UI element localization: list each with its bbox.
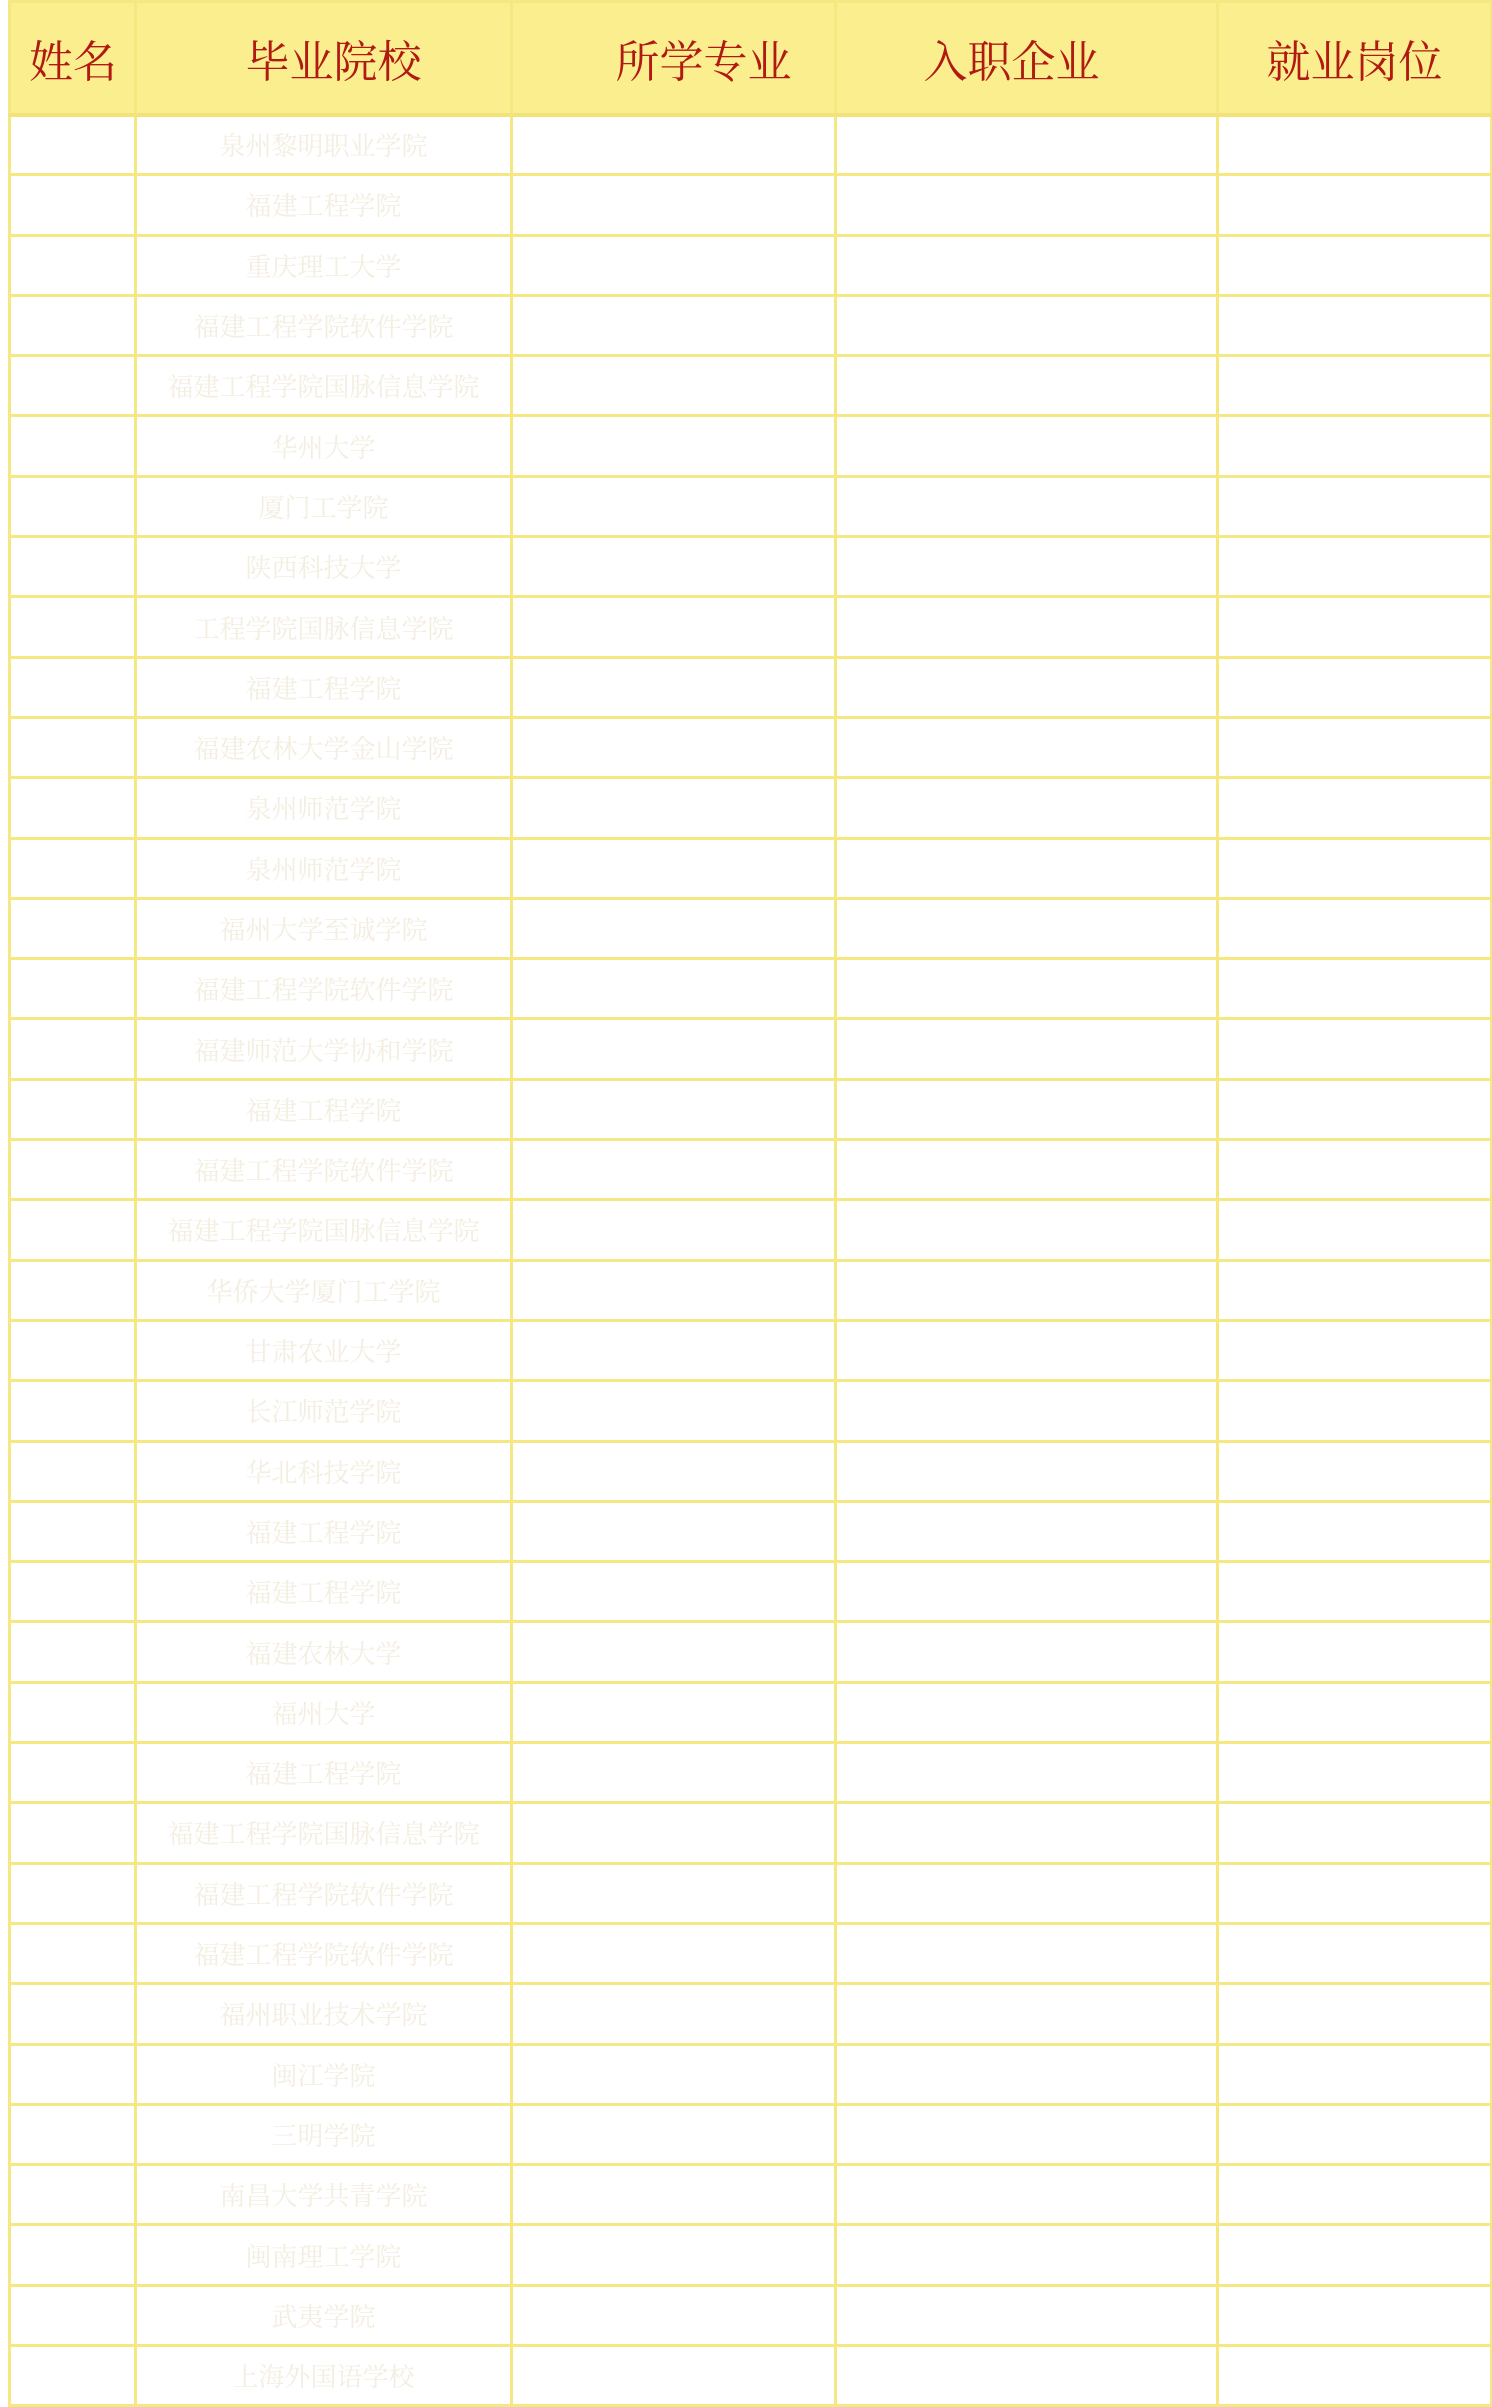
cell-school: 泉州师范学院: [136, 838, 512, 898]
cell-name: [10, 1562, 136, 1622]
cell-major: [512, 1984, 836, 2044]
table-row: [10, 1260, 1492, 1320]
cell-major: [512, 115, 836, 175]
cell-company: [836, 1622, 1218, 1682]
cell-school: 福建农林大学金山学院: [136, 717, 512, 777]
cell-major: [512, 898, 836, 958]
table-row: [10, 1562, 1492, 1622]
cell-company: [836, 778, 1218, 838]
cell-school: 三明学院: [136, 2104, 512, 2164]
cell-major: [512, 2225, 836, 2285]
cell-position: [1218, 235, 1492, 295]
cell-school: 福州职业技术学院: [136, 1984, 512, 2044]
table-row: [10, 1803, 1492, 1863]
cell-major: [512, 657, 836, 717]
cell-company: [836, 1260, 1218, 1320]
cell-company: [836, 1441, 1218, 1501]
cell-name: [10, 1140, 136, 1200]
table-row: [10, 1200, 1492, 1260]
cell-name: [10, 1984, 136, 2044]
cell-major: [512, 959, 836, 1019]
cell-company: [836, 1803, 1218, 1863]
cell-position: [1218, 1260, 1492, 1320]
table-row: [10, 898, 1492, 958]
cell-name: [10, 1682, 136, 1742]
cell-name: [10, 1019, 136, 1079]
cell-position: [1218, 1923, 1492, 1983]
table-row: [10, 2044, 1492, 2104]
cell-name: [10, 115, 136, 175]
cell-name: [10, 2104, 136, 2164]
cell-position: [1218, 2225, 1492, 2285]
cell-position: [1218, 597, 1492, 657]
cell-company: [836, 2104, 1218, 2164]
cell-company: [836, 1501, 1218, 1561]
header-company: 入职企业: [836, 2, 1218, 115]
cell-position: [1218, 1803, 1492, 1863]
table-row: [10, 597, 1492, 657]
cell-name: [10, 1320, 136, 1380]
cell-school: 福州大学: [136, 1682, 512, 1742]
cell-company: [836, 2345, 1218, 2405]
table-row: [10, 1682, 1492, 1742]
cell-name: [10, 476, 136, 536]
cell-position: [1218, 1441, 1492, 1501]
cell-name: [10, 778, 136, 838]
cell-company: [836, 1320, 1218, 1380]
cell-position: [1218, 838, 1492, 898]
cell-major: [512, 175, 836, 235]
cell-position: [1218, 115, 1492, 175]
cell-position: [1218, 1320, 1492, 1380]
cell-major: [512, 1803, 836, 1863]
header-position: 就业岗位: [1218, 2, 1492, 115]
table-row: [10, 1923, 1492, 1983]
table-row: [10, 235, 1492, 295]
cell-name: [10, 717, 136, 777]
cell-name: [10, 1622, 136, 1682]
cell-school: 福建工程学院: [136, 1079, 512, 1139]
cell-position: [1218, 2165, 1492, 2225]
cell-name: [10, 1743, 136, 1803]
cell-major: [512, 416, 836, 476]
cell-position: [1218, 959, 1492, 1019]
cell-company: [836, 1863, 1218, 1923]
table-row: [10, 416, 1492, 476]
employment-table: [8, 0, 1492, 2407]
cell-school: 福建工程学院: [136, 175, 512, 235]
cell-name: [10, 1803, 136, 1863]
cell-position: [1218, 1622, 1492, 1682]
cell-school: 福建工程学院软件学院: [136, 1863, 512, 1923]
table-row: [10, 1501, 1492, 1561]
cell-major: [512, 356, 836, 416]
cell-position: [1218, 2345, 1492, 2405]
table-body: [10, 115, 1492, 2406]
cell-position: [1218, 175, 1492, 235]
cell-position: [1218, 1984, 1492, 2044]
cell-school: 福建师范大学协和学院: [136, 1019, 512, 1079]
cell-company: [836, 1079, 1218, 1139]
cell-position: [1218, 1140, 1492, 1200]
cell-major: [512, 295, 836, 355]
table-row: [10, 838, 1492, 898]
cell-school: 泉州黎明职业学院: [136, 115, 512, 175]
cell-company: [836, 2044, 1218, 2104]
cell-major: [512, 537, 836, 597]
table-row: [10, 356, 1492, 416]
cell-position: [1218, 1079, 1492, 1139]
cell-name: [10, 657, 136, 717]
table-row: [10, 1743, 1492, 1803]
cell-name: [10, 1079, 136, 1139]
cell-company: [836, 1743, 1218, 1803]
cell-name: [10, 2345, 136, 2405]
cell-position: [1218, 1200, 1492, 1260]
cell-position: [1218, 537, 1492, 597]
cell-name: [10, 295, 136, 355]
cell-company: [836, 416, 1218, 476]
header-school: 毕业院校: [136, 2, 512, 115]
cell-major: [512, 1863, 836, 1923]
cell-major: [512, 1441, 836, 1501]
cell-school: 厦门工学院: [136, 476, 512, 536]
cell-name: [10, 898, 136, 958]
cell-name: [10, 2044, 136, 2104]
table-row: [10, 537, 1492, 597]
cell-name: [10, 1260, 136, 1320]
cell-company: [836, 838, 1218, 898]
cell-school: 闽江学院: [136, 2044, 512, 2104]
table-row: [10, 1381, 1492, 1441]
cell-school: 武夷学院: [136, 2285, 512, 2345]
cell-company: [836, 1019, 1218, 1079]
table-row: [10, 959, 1492, 1019]
cell-position: [1218, 657, 1492, 717]
cell-position: [1218, 1381, 1492, 1441]
cell-position: [1218, 1501, 1492, 1561]
cell-position: [1218, 898, 1492, 958]
cell-name: [10, 1863, 136, 1923]
cell-major: [512, 597, 836, 657]
table-row: [10, 2104, 1492, 2164]
cell-company: [836, 356, 1218, 416]
cell-name: [10, 597, 136, 657]
cell-company: [836, 2285, 1218, 2345]
cell-company: [836, 476, 1218, 536]
cell-school: 华州大学: [136, 416, 512, 476]
cell-name: [10, 1501, 136, 1561]
cell-name: [10, 2225, 136, 2285]
cell-school: 重庆理工大学: [136, 235, 512, 295]
cell-school: 福建工程学院国脉信息学院: [136, 356, 512, 416]
cell-position: [1218, 416, 1492, 476]
cell-school: 福州大学至诚学院: [136, 898, 512, 958]
table-row: [10, 1140, 1492, 1200]
table-row: [10, 115, 1492, 175]
table-row: [10, 1863, 1492, 1923]
cell-company: [836, 115, 1218, 175]
cell-major: [512, 235, 836, 295]
cell-company: [836, 1381, 1218, 1441]
cell-major: [512, 1381, 836, 1441]
cell-position: [1218, 1682, 1492, 1742]
cell-school: 福建工程学院软件学院: [136, 1140, 512, 1200]
cell-school: 福建工程学院: [136, 657, 512, 717]
cell-school: 福建工程学院: [136, 1501, 512, 1561]
cell-school: 福建工程学院软件学院: [136, 959, 512, 1019]
table-row: [10, 2345, 1492, 2405]
cell-company: [836, 1682, 1218, 1742]
cell-position: [1218, 1019, 1492, 1079]
cell-company: [836, 537, 1218, 597]
employment-table-sheet: [8, 0, 1490, 2405]
cell-school: 福建工程学院国脉信息学院: [136, 1803, 512, 1863]
cell-school: 甘肃农业大学: [136, 1320, 512, 1380]
cell-major: [512, 1923, 836, 1983]
cell-name: [10, 235, 136, 295]
cell-school: 福建农林大学: [136, 1622, 512, 1682]
cell-school: 泉州师范学院: [136, 778, 512, 838]
cell-company: [836, 2165, 1218, 2225]
cell-school: 福建工程学院: [136, 1562, 512, 1622]
cell-position: [1218, 1863, 1492, 1923]
table-row: [10, 1079, 1492, 1139]
table-row: [10, 295, 1492, 355]
cell-school: 华北科技学院: [136, 1441, 512, 1501]
table-row: [10, 1441, 1492, 1501]
cell-name: [10, 838, 136, 898]
cell-major: [512, 1622, 836, 1682]
cell-position: [1218, 2104, 1492, 2164]
cell-company: [836, 175, 1218, 235]
cell-company: [836, 295, 1218, 355]
cell-school: 福建工程学院软件学院: [136, 1923, 512, 1983]
cell-position: [1218, 1562, 1492, 1622]
cell-school: 闽南理工学院: [136, 2225, 512, 2285]
cell-major: [512, 2165, 836, 2225]
cell-school: 福建工程学院软件学院: [136, 295, 512, 355]
table-row: [10, 175, 1492, 235]
cell-school: 福建工程学院国脉信息学院: [136, 1200, 512, 1260]
table-row: [10, 2225, 1492, 2285]
table-row: [10, 717, 1492, 777]
cell-major: [512, 1682, 836, 1742]
cell-position: [1218, 2285, 1492, 2345]
cell-position: [1218, 778, 1492, 838]
cell-position: [1218, 356, 1492, 416]
cell-major: [512, 2345, 836, 2405]
cell-name: [10, 959, 136, 1019]
cell-school: 上海外国语学校: [136, 2345, 512, 2405]
table-row: [10, 1320, 1492, 1380]
table-row: [10, 2285, 1492, 2345]
header-name: 姓名: [10, 2, 136, 115]
cell-company: [836, 597, 1218, 657]
table-row: [10, 1019, 1492, 1079]
table-row: [10, 657, 1492, 717]
table-row: [10, 2165, 1492, 2225]
table-row: [10, 1622, 1492, 1682]
table-row: [10, 1984, 1492, 2044]
cell-company: [836, 1140, 1218, 1200]
cell-major: [512, 1200, 836, 1260]
cell-company: [836, 2225, 1218, 2285]
cell-major: [512, 778, 836, 838]
cell-major: [512, 476, 836, 536]
header-major: 所学专业: [512, 2, 836, 115]
cell-school: 陕西科技大学: [136, 537, 512, 597]
cell-major: [512, 1320, 836, 1380]
cell-major: [512, 1079, 836, 1139]
cell-name: [10, 1200, 136, 1260]
cell-name: [10, 175, 136, 235]
cell-company: [836, 1562, 1218, 1622]
cell-company: [836, 959, 1218, 1019]
cell-name: [10, 1381, 136, 1441]
cell-school: 工程学院国脉信息学院: [136, 597, 512, 657]
cell-position: [1218, 476, 1492, 536]
cell-major: [512, 1743, 836, 1803]
cell-major: [512, 2044, 836, 2104]
cell-company: [836, 717, 1218, 777]
cell-company: [836, 657, 1218, 717]
cell-school: 福建工程学院: [136, 1743, 512, 1803]
cell-company: [836, 898, 1218, 958]
cell-major: [512, 1019, 836, 1079]
cell-major: [512, 717, 836, 777]
cell-name: [10, 1441, 136, 1501]
table-header-row: [10, 2, 1492, 115]
table-row: [10, 476, 1492, 536]
cell-school: 华侨大学厦门工学院: [136, 1260, 512, 1320]
cell-major: [512, 838, 836, 898]
cell-major: [512, 1501, 836, 1561]
cell-school: 南昌大学共青学院: [136, 2165, 512, 2225]
cell-major: [512, 2104, 836, 2164]
cell-position: [1218, 717, 1492, 777]
cell-position: [1218, 1743, 1492, 1803]
cell-name: [10, 356, 136, 416]
cell-position: [1218, 295, 1492, 355]
cell-major: [512, 1140, 836, 1200]
cell-major: [512, 1562, 836, 1622]
cell-major: [512, 1260, 836, 1320]
cell-company: [836, 1200, 1218, 1260]
cell-company: [836, 235, 1218, 295]
cell-position: [1218, 2044, 1492, 2104]
cell-name: [10, 416, 136, 476]
cell-name: [10, 2285, 136, 2345]
cell-company: [836, 1984, 1218, 2044]
cell-school: 长江师范学院: [136, 1381, 512, 1441]
table-row: [10, 778, 1492, 838]
cell-name: [10, 537, 136, 597]
cell-name: [10, 1923, 136, 1983]
cell-company: [836, 1923, 1218, 1983]
cell-name: [10, 2165, 136, 2225]
cell-major: [512, 2285, 836, 2345]
